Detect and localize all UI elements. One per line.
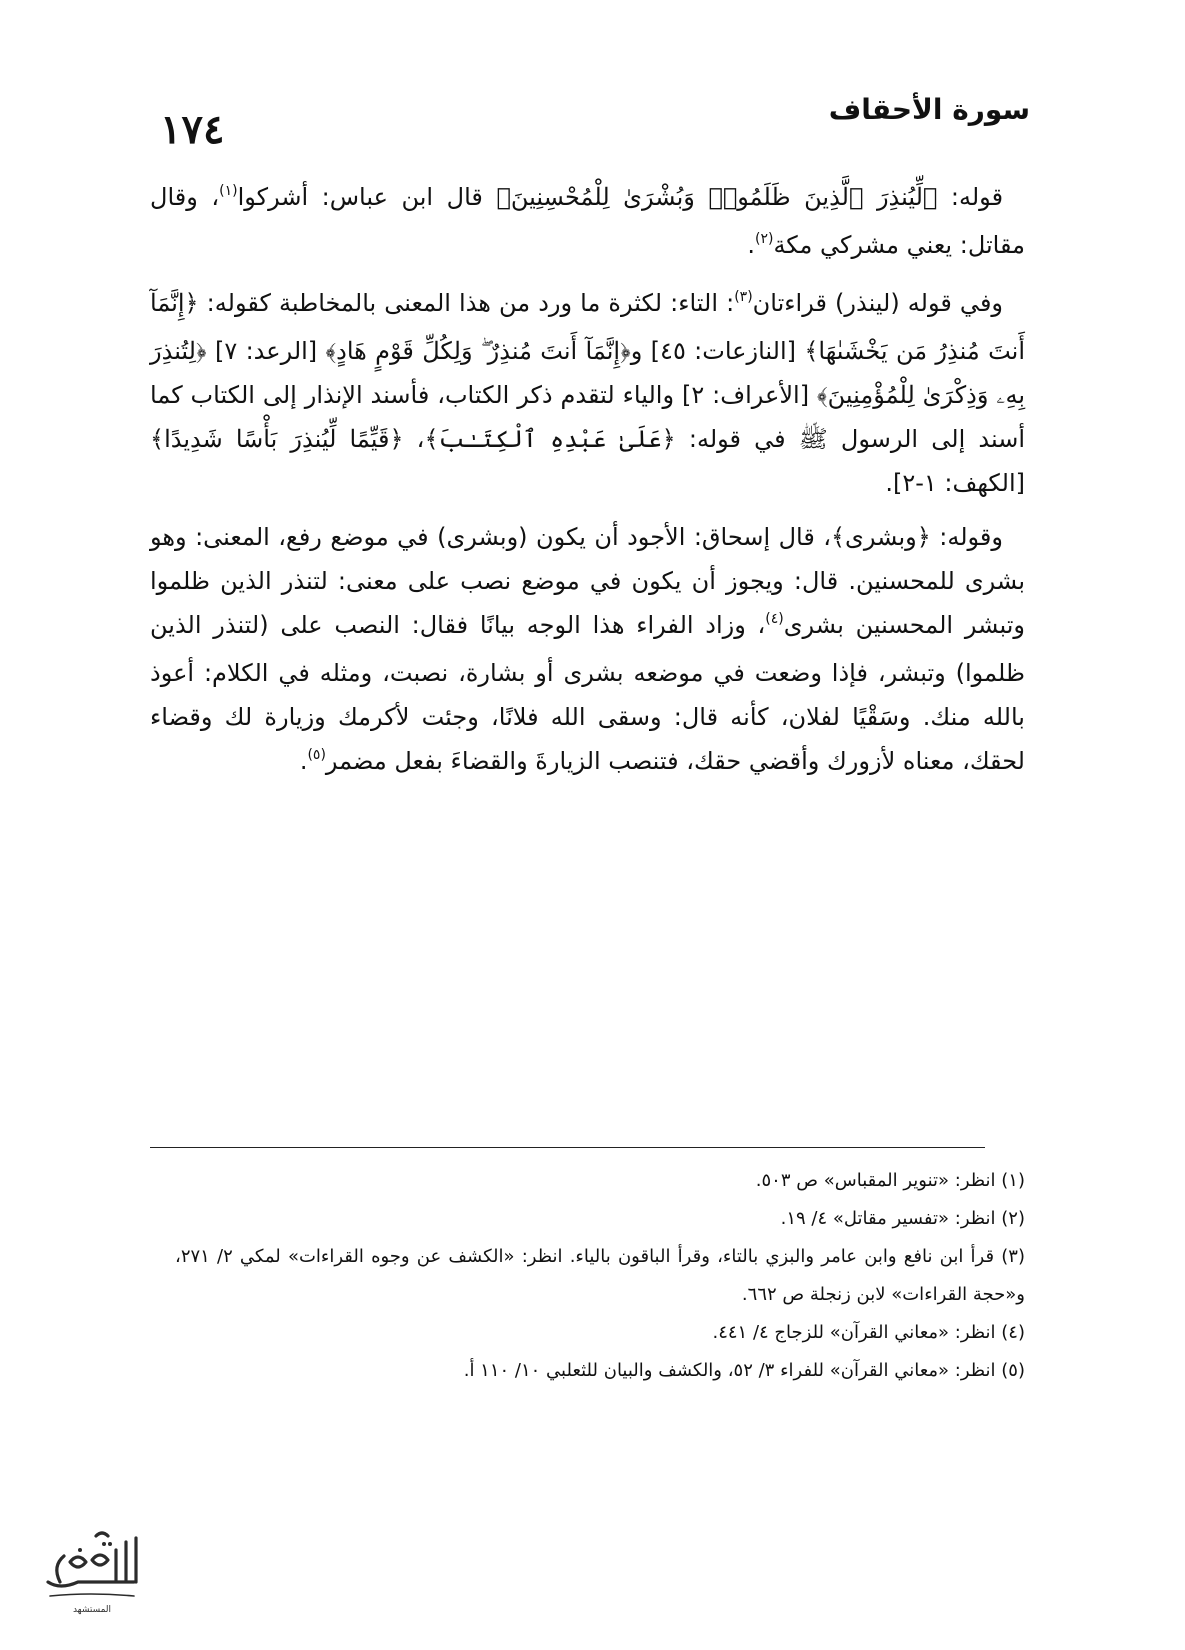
footnote-2: (٢) انظر: «تفسير مقاتل» ٤/ ١٩. [780, 1208, 1025, 1229]
footnote-reference: (١) [219, 183, 238, 199]
publisher-stamp-logo [30, 1520, 150, 1620]
page-header [140, 92, 1040, 162]
text-segment: [الأعراف: ٢] والياء لتقدم ذكر الكتاب، فأسند الإنذار إلى الكتاب كما أسند إلى الرسول ﷺ في قوله: [150, 381, 1025, 453]
quran-verse: ﴿لِتُنذِرَ بِهِۦ وَذِكْرَىٰ لِلْمُؤْمِنِينَ﴾ [150, 337, 1025, 409]
text-segment: قال ابن عباس: أشركوا [237, 183, 497, 211]
text-segment: قوله: [937, 183, 1004, 211]
quran-verse: ﴿قَيِّمًا لِّيُنذِرَ بَأْسًا شَدِيدًا﴾ [150, 425, 404, 453]
footnote-reference: (٥) [307, 747, 326, 763]
footnote-1: (١) انظر: «تنوير المقباس» ص ٥٠٣. [755, 1170, 1025, 1191]
paragraph-1 [150, 175, 1025, 271]
text-segment: ، قال إسحاق: الأجود أن يكون (وبشرى) في موضع رفع، المعنى: وهو بشرى للمحسنين. قال: ويجوز أن يكون في موضع نصب على معنى: لتنذر الذين ظلموا وتبشر المحسنين بشرى [150, 523, 1025, 639]
paragraph-3 [150, 515, 1025, 787]
footnote-5: (٥) انظر: «معاني القرآن» للفراء ٣/ ٥٢، والكشف والبيان للثعلبي ١٠/ ١١٠ أ. [463, 1360, 1025, 1381]
footnote-reference: (٣) [734, 289, 753, 305]
footnotes [175, 1162, 1025, 1390]
quran-verse: ﴿عَلَىٰ عَبْدِهِ ٱلْكِتَـٰبَ﴾ [424, 425, 676, 453]
text-segment: ، وقال مقاتل: يعني مشركي مكة [150, 183, 1025, 259]
paragraph-2 [150, 281, 1025, 505]
footnote-reference: (٤) [765, 611, 784, 627]
quran-verse: ﴿لِّيُنذِرَ ٱلَّذِينَ ظَلَمُوا۟ وَبُشْرَىٰ لِلْمُحْسِنِينَ﴾ [496, 183, 938, 211]
surah-title: سورة الأحقاف [828, 93, 1030, 126]
body-text [150, 175, 1025, 797]
text-segment: وفي قوله (لينذر) قراءتان [752, 289, 1004, 317]
page-number: ١٧٤ [160, 106, 225, 153]
text-segment: ، [403, 425, 425, 453]
text-segment: [النازعات: ٤٥] و [630, 337, 805, 365]
footnote-reference: (٢) [754, 231, 774, 247]
quran-verse: ﴿وبشرى﴾ [830, 523, 931, 551]
text-segment: . [747, 231, 755, 259]
footnote-4: (٤) انظر: «معاني القرآن» للزجاج ٤/ ٤٤١. [712, 1322, 1025, 1343]
text-segment: : التاء: لكثرة ما ورد من هذا المعنى بالمخاطبة كقوله: [198, 289, 735, 317]
text-segment: [الرعد: ٧] [206, 337, 326, 365]
footnote-divider [150, 1147, 985, 1148]
stamp-text: المستشهد [72, 1605, 112, 1615]
text-segment: [الكهف: ١-٢]. [885, 469, 1025, 497]
quran-verse: ﴿إِنَّمَآ أَنتَ مُنذِرٌ ۖ وَلِكُلِّ قَوْمٍ هَادٍ﴾ [325, 337, 631, 365]
text-segment: . [299, 747, 308, 775]
quran-verse: ﴿إِنَّمَآ أَنتَ مُنذِرُ مَن يَخْشَىٰهَا﴾ [150, 289, 1025, 365]
text-segment: وقوله: [930, 523, 1003, 551]
text-segment: ، وزاد الفراء هذا الوجه بيانًا فقال: النصب على (لتنذر الذين ظلموا) وتبشر، فإذا وضعت في موضعه بشرى أو بشارة، نصبت، ومثله في الكلام: أعوذ بالله منك. وسَقْيًا لفلان، كأنه قال: وسقى الله فلانًا، وجئت لأكرمك وزيارة لك وقضاء لحقك، معناه لأزورك وأقضي حقك، فتنصب الزيارةَ والقضاءَ بفعل مضمر [150, 611, 1025, 775]
footnote-3: (٣) قرأ ابن نافع وابن عامر والبزي بالتاء، وقرأ الباقون بالياء. انظر: «الكشف عن وجوه القراءات» لمكي ٢/ ٢٧١، و«حجة القراءات» لابن زنجلة ص ٦٦٢. [175, 1246, 1025, 1305]
